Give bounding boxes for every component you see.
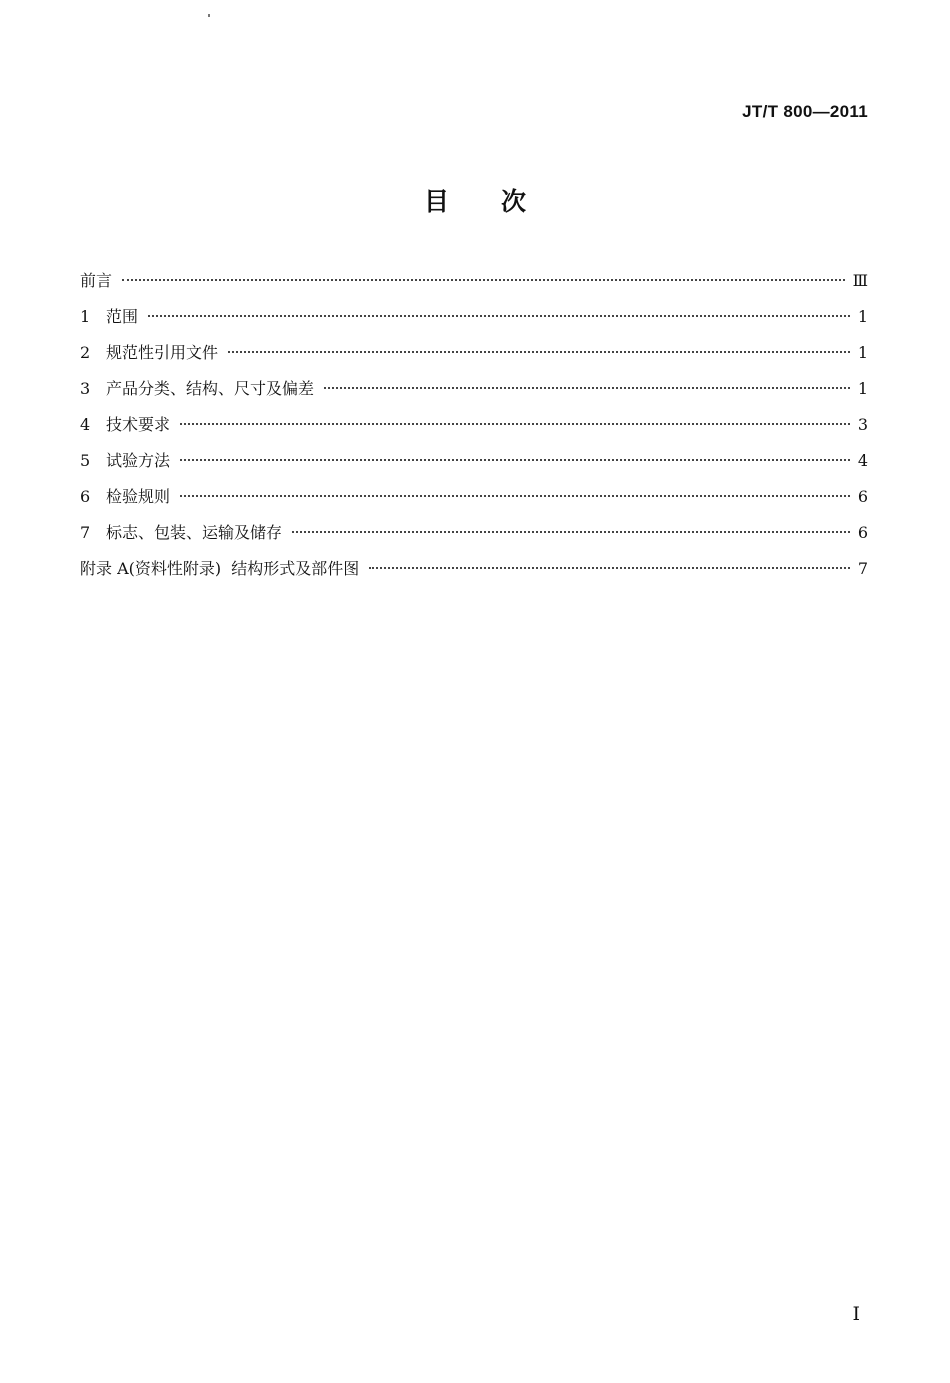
toc-entry-page: 1 — [857, 379, 868, 398]
toc-entry-label: 技术要求 — [106, 415, 171, 434]
page-number: I — [852, 1303, 860, 1325]
toc-entry-appendix-a[interactable] — [80, 551, 868, 587]
toc-entry-page: 3 — [857, 415, 868, 434]
toc-entry-number: 4 — [80, 415, 91, 434]
dot-leader — [180, 495, 850, 497]
toc-entry-label: 附录 A(资料性附录) 结构形式及部件图 — [80, 559, 360, 578]
toc-entry-page: Ⅲ — [852, 271, 868, 290]
toc-entry-number: 3 — [80, 379, 91, 398]
dot-leader — [324, 387, 850, 389]
toc-entry-number: 5 — [80, 451, 91, 470]
toc-entry-7[interactable] — [80, 515, 868, 551]
toc-entry-1[interactable] — [80, 299, 868, 335]
dot-leader — [292, 531, 850, 533]
scan-speck — [208, 14, 210, 17]
toc-entry-4[interactable] — [80, 407, 868, 443]
toc-entry-6[interactable] — [80, 479, 868, 515]
toc-entry-page: 7 — [857, 559, 868, 578]
toc-entry-number: 7 — [80, 523, 91, 542]
dot-leader — [228, 351, 850, 353]
toc-entry-3[interactable] — [80, 371, 868, 407]
dot-leader — [122, 279, 845, 281]
toc-entry-number: 1 — [80, 307, 91, 326]
toc-entry-label: 检验规则 — [106, 487, 171, 506]
toc-entry-5[interactable] — [80, 443, 868, 479]
toc-entry-label: 标志、包装、运输及储存 — [106, 523, 283, 542]
dot-leader — [148, 315, 850, 317]
toc-entry-label: 前言 — [80, 271, 113, 290]
toc-entry-number: 6 — [80, 487, 91, 506]
toc-entry-2[interactable] — [80, 335, 868, 371]
dot-leader — [180, 459, 850, 461]
toc-entry-foreword[interactable] — [80, 263, 868, 299]
toc-entry-page: 6 — [857, 487, 868, 506]
toc-entry-label: 规范性引用文件 — [106, 343, 219, 362]
table-of-contents — [80, 263, 868, 587]
toc-entry-page: 1 — [857, 307, 868, 326]
page-title: 目次 — [423, 187, 578, 216]
toc-entry-label: 产品分类、结构、尺寸及偏差 — [106, 379, 315, 398]
toc-entry-label: 范围 — [106, 307, 139, 326]
dot-leader — [180, 423, 850, 425]
dot-leader — [369, 567, 850, 569]
toc-entry-label: 试验方法 — [106, 451, 171, 470]
toc-entry-number: 2 — [80, 343, 91, 362]
standard-code: JT/T 800—2011 — [742, 102, 868, 121]
toc-entry-page: 1 — [857, 343, 868, 362]
toc-entry-page: 6 — [857, 523, 868, 542]
toc-entry-page: 4 — [857, 451, 868, 470]
